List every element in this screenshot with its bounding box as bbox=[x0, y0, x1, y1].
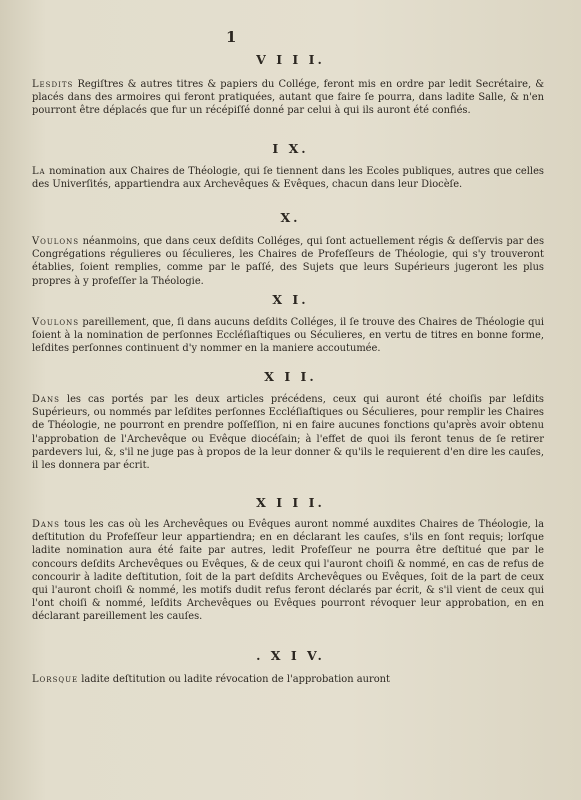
article-lead-word: Dans bbox=[32, 519, 60, 530]
article-heading-11: X I. bbox=[272, 292, 309, 307]
article-body: les cas portés par les deux articles précédens, ceux qui auront été choiſis par leſdits Supérieurs, ou nommés par leſdites perſonnes Eccléſiaſtiques ou Séculieres, pour remplir les Chaires de Théologie, ne pourront en prendre poſſeſſion, ni en faire aucunes fonctions qu'après avoir obtenu l'approbation de l'Archevêque ou Evêque diocéſain; à l'effet de quoi ils feront tenus de ſe retirer pardevers lui, &, s'il ne juge pas à propos de la leur donner & qu'ils le requierent d'en dire les cauſes, il les donnera par écrit. bbox=[32, 394, 544, 472]
article-body: pareillement, que, ſi dans aucuns deſdits Colléges, il ſe trouve des Chaires de Théologie qui ſoient à la nomination de perſonnes Eccléſiaſtiques ou Séculieres, en vertu de titres en bonne forme, leſdites perſonnes continuent d'y nommer en la maniere accoutumée. bbox=[32, 317, 544, 355]
page-number: 1 bbox=[226, 28, 237, 46]
article-lead-word: Lorsque bbox=[32, 674, 79, 685]
article-body: néanmoins, que dans ceux deſdits Colléges, qui ſont actuellement régis & deſſervis par des Congrégations régulieres ou ſéculieres, les Chaires de Profeſſeurs de Théologie, qui s'y trouveront établies, ſoient remplies, comme par le paſſé, des Sujets que leurs Supérieurs jugeront les plus propres à y profeſſer la Théologie. bbox=[32, 236, 545, 287]
article-text-10 bbox=[32, 235, 544, 288]
article-heading-13: X I I I. bbox=[256, 495, 325, 510]
article-lead-word: Lesdits bbox=[32, 79, 74, 90]
article-text-8 bbox=[32, 78, 544, 118]
article-text-14 bbox=[32, 673, 544, 686]
article-lead-word: Dans bbox=[32, 394, 60, 405]
article-body: tous les cas où les Archevêques ou Evêques auront nommé auxdites Chaires de Théologie, la deſtitution du Profeſſeur leur appartiendra; en en déclarant les cauſes, s'ils en ſont requis; lorſque ladite nomination aura été faite par autres, ledit Profeſſeur ne pourra être deſtitué que par le concours deſdits Archevêques ou Evêques, & de ceux qui l'auront choiſi & nommé, en cas de refus de concourir à ladite deſtitution, ſoit de la part deſdits Archevêques ou Evêques, ſoit de la part de ceux qui l'auront choiſi & nommé, les motifs dudit refus feront déclarés par écrit, & s'il vient de ceux qui l'ont choiſi & nommé, leſdits Archevêques ou Evêques pourront révoquer leur approbation, en en déclarant pareillement les cauſes. bbox=[32, 519, 545, 623]
article-heading-8: V I I I. bbox=[256, 52, 325, 67]
article-lead-word: La bbox=[32, 166, 46, 177]
article-body: ladite deſtitution ou ladite révocation de l'approbation auront bbox=[81, 674, 390, 685]
article-heading-14: . X I V. bbox=[256, 648, 325, 663]
article-heading-10: X. bbox=[280, 210, 301, 225]
article-lead-word: Voulons bbox=[32, 317, 80, 328]
article-text-12 bbox=[32, 393, 544, 472]
article-body: Regiſtres & autres titres & papiers du Collége, feront mis en ordre par ledit Secrétaire, & placés dans des armoires qui feront pratiquées, autant que faire ſe pourra, dans ladite Salle, & n'en pourront être déplacés que fur un récépiſſé donné par celui à qui ils auront été confiés. bbox=[32, 79, 545, 117]
article-text-9 bbox=[32, 165, 544, 191]
article-heading-12: X I I. bbox=[264, 369, 317, 384]
article-text-11 bbox=[32, 316, 544, 356]
article-body: nomination aux Chaires de Théologie, qui ſe tiennent dans les Ecoles publiques, autres que celles des Univerſités, appartiendra aux Archevêques & Evêques, chacun dans leur Diocèſe. bbox=[32, 166, 544, 191]
article-lead-word: Voulons bbox=[32, 236, 80, 247]
article-heading-9: I X. bbox=[272, 141, 309, 156]
article-text-13 bbox=[32, 518, 544, 624]
